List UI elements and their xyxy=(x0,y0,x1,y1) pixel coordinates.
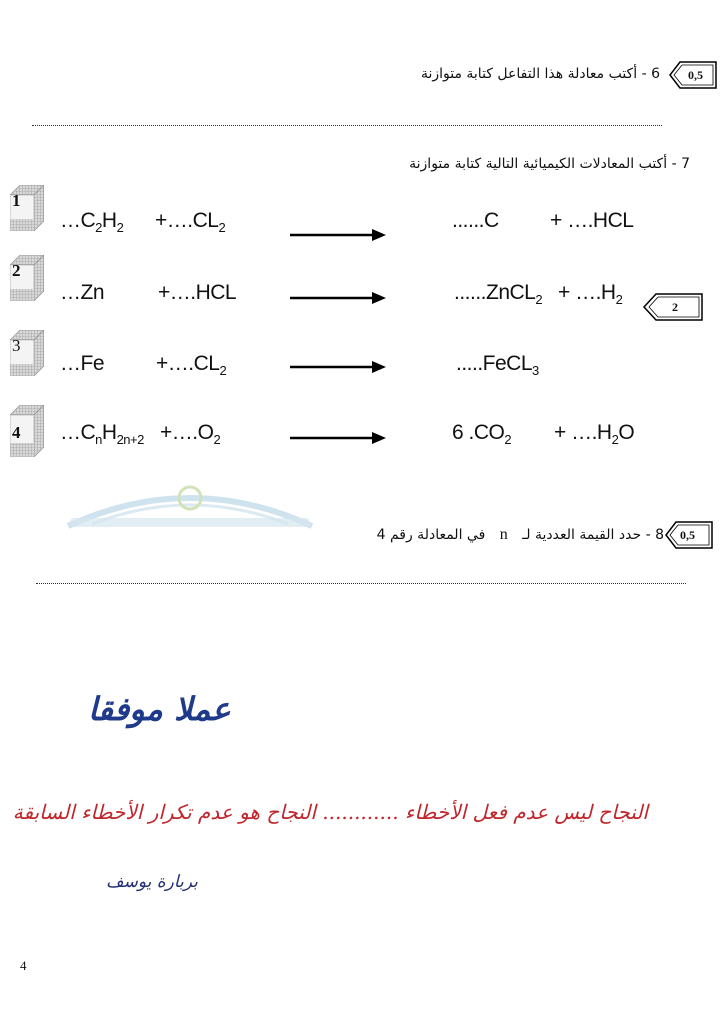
equation-number-4: 4 xyxy=(12,423,21,442)
product-1 xyxy=(454,281,542,307)
reactant-1 xyxy=(60,209,123,235)
reactant-1-text-b: H xyxy=(101,209,117,232)
equation-row-2 xyxy=(10,255,670,308)
product-2-text: + ….HCL xyxy=(550,209,634,232)
equation-number-box-4 xyxy=(10,405,44,451)
reactant-2-sub: 2 xyxy=(219,363,227,379)
reactant-2-sub: 2 xyxy=(218,220,226,236)
equation-row-3 xyxy=(10,330,670,380)
product-2 xyxy=(550,209,633,235)
q8-score-badge xyxy=(664,520,714,550)
reactant-1-sub-b: 2 xyxy=(116,220,124,236)
product-2-text: + ….H xyxy=(554,421,612,444)
product-1-sub: 2 xyxy=(535,292,543,308)
q8-text-after: في المعادلة رقم 4 xyxy=(376,527,486,543)
q8-text-before: حدد القيمة العددية لـ xyxy=(522,527,642,543)
product-2-text: + ….H xyxy=(558,281,616,304)
equation-row-4 xyxy=(10,405,670,460)
reactant-2-text: +….CL xyxy=(155,209,219,232)
q6-score-badge xyxy=(668,60,718,90)
answer-dotted-line-2 xyxy=(36,583,686,584)
product-1-text: ......ZnCL xyxy=(454,281,536,304)
equation-number-2: 2 xyxy=(12,261,21,280)
q6-line: 6 - أكتب معادلة هذا التفاعل كتابة متوازنة xyxy=(420,66,660,82)
reactant-1-text: …C xyxy=(60,421,96,444)
reactant-1 xyxy=(60,281,104,305)
reactant-1-text-b: H xyxy=(101,421,117,444)
q8-variable: n xyxy=(499,526,508,543)
equation-row-1 xyxy=(10,185,670,235)
reactant-1-sub-a: n xyxy=(95,432,102,448)
reactant-1-text: …Zn xyxy=(60,281,105,304)
good-luck-calligraphy: عملا موفقا xyxy=(88,690,231,728)
reactant-1-sub-b: 2n+2 xyxy=(116,432,144,448)
answer-dotted-line-1 xyxy=(32,125,662,126)
product-1 xyxy=(452,209,499,235)
watermark-logo-icon xyxy=(62,476,318,530)
reactant-2 xyxy=(155,209,225,235)
product-1-sub: 2 xyxy=(504,432,512,448)
product-2 xyxy=(558,281,622,307)
reactant-1 xyxy=(60,421,144,447)
equation-number-1: 1 xyxy=(12,191,21,210)
product-2-sub: 2 xyxy=(615,292,623,308)
reactant-2-sub: 2 xyxy=(213,432,221,448)
reactant-2-text: +….HCL xyxy=(158,281,237,304)
q7-score: 2 xyxy=(672,300,678,314)
product-2-sub: 2 xyxy=(611,432,619,448)
product-1-text: .....FeCL xyxy=(456,352,533,375)
reactant-1-sub-a: 2 xyxy=(95,220,102,236)
reactant-2 xyxy=(156,352,226,378)
reactant-1-text: …Fe xyxy=(60,352,105,375)
q8-number: 8 xyxy=(655,527,664,543)
q8-line: 8 - حدد القيمة العددية لـ n في المعادلة رقم 4 xyxy=(376,526,664,543)
product-1 xyxy=(456,352,539,378)
q8-score: 0,5 xyxy=(680,528,695,542)
equation-number-box-2 xyxy=(10,255,44,301)
reactant-1-text: …C xyxy=(60,209,96,232)
reactant-2 xyxy=(158,281,236,305)
reactant-2-text: +….O xyxy=(160,421,214,444)
q7-line: 7 - أكتب المعادلات الكيميائية التالية كتابة متوازنة xyxy=(409,156,690,172)
q6-number: 6 xyxy=(651,66,660,82)
reaction-arrow-icon xyxy=(290,291,386,305)
product-1-text: 6 .CO xyxy=(452,421,505,444)
equation-number-box-1 xyxy=(10,185,44,231)
product-2-tail: O xyxy=(618,421,635,444)
page-number: 4 xyxy=(20,958,27,973)
motto-text: النجاح ليس عدم فعل الأخطاء ............ النجاح هو عدم تكرار الأخطاء السابقة xyxy=(12,800,648,824)
product-1-sub: 3 xyxy=(532,363,539,379)
reaction-arrow-icon xyxy=(290,360,386,374)
q7-number: 7 xyxy=(681,156,690,172)
product-2 xyxy=(554,421,634,447)
reactant-2 xyxy=(160,421,220,447)
signature: بربارة يوسف xyxy=(106,872,198,892)
equation-number-box-3 xyxy=(10,330,44,376)
reactant-1 xyxy=(60,352,104,376)
reaction-arrow-icon xyxy=(290,431,386,445)
product-1-text: ......C xyxy=(452,209,499,232)
q7-text: أكتب المعادلات الكيميائية التالية كتابة متوازنة xyxy=(409,156,668,172)
reaction-arrow-icon xyxy=(290,228,386,242)
q6-score: 0,5 xyxy=(688,68,703,82)
reactant-2-text: +….CL xyxy=(156,352,220,375)
product-1 xyxy=(452,421,511,447)
equation-number-3: 3 xyxy=(12,336,21,355)
q6-text: أكتب معادلة هذا التفاعل كتابة متوازنة xyxy=(420,66,638,82)
